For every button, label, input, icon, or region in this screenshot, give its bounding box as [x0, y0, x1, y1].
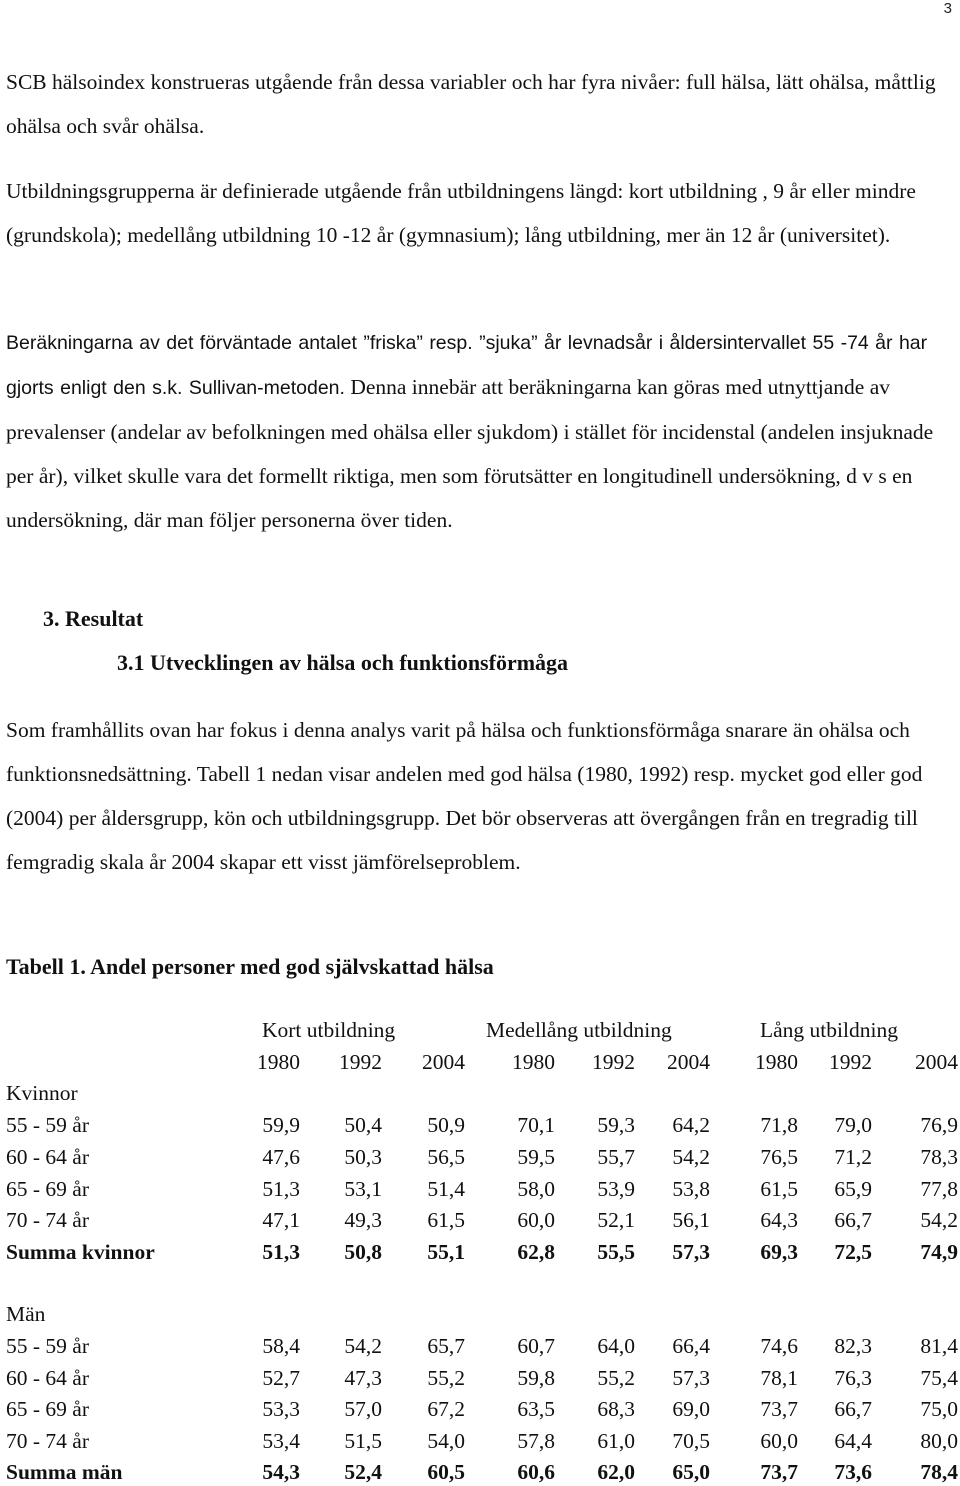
table-cell: 69,0 — [672, 1397, 710, 1421]
table-cell: 70,5 — [672, 1429, 710, 1453]
table-title: Tabell 1. Andel personer med god självskattad hälsa — [6, 954, 494, 979]
year-header: 1992 — [829, 1050, 872, 1074]
table-cell: 58,4 — [262, 1334, 300, 1358]
paragraph-sullivan-method — [6, 320, 954, 542]
sum-cell: 62,8 — [517, 1240, 555, 1264]
table-cell: 79,0 — [834, 1113, 872, 1137]
table-cell: 49,3 — [344, 1208, 382, 1232]
sum-cell: 62,0 — [597, 1460, 635, 1484]
sum-cell: 60,5 — [427, 1460, 465, 1484]
table-cell: 53,9 — [597, 1177, 635, 1201]
table-cell: 60,0 — [517, 1208, 555, 1232]
sum-cell: 65,0 — [672, 1460, 710, 1484]
table-cell: 51,3 — [262, 1177, 300, 1201]
table-cell: 77,8 — [920, 1177, 958, 1201]
table-cell: 61,0 — [597, 1429, 635, 1453]
table-cell: 52,1 — [597, 1208, 635, 1232]
table-cell: 58,0 — [517, 1177, 555, 1201]
table-cell: 52,7 — [262, 1366, 300, 1390]
sum-cell: 52,4 — [344, 1460, 382, 1484]
sum-cell: 57,3 — [672, 1240, 710, 1264]
year-header: 1992 — [592, 1050, 635, 1074]
row-label: 55 - 59 år — [6, 1113, 89, 1137]
table-cell: 78,1 — [760, 1366, 798, 1390]
section-heading-results: 3. Resultat — [43, 606, 144, 631]
table-cell: 75,0 — [920, 1397, 958, 1421]
table-cell: 80,0 — [920, 1429, 958, 1453]
table-cell: 71,8 — [760, 1113, 798, 1137]
group-header-long-education: Lång utbildning — [760, 1018, 898, 1042]
table-cell: 64,4 — [834, 1429, 872, 1453]
sum-cell: 60,6 — [517, 1460, 555, 1484]
table-cell: 64,0 — [597, 1334, 635, 1358]
group-header-short-education: Kort utbildning — [262, 1018, 396, 1042]
group-header-medium-education: Medellång utbildning — [486, 1018, 672, 1042]
sullivan-explanation-text: Denna innebär att beräkningarna kan göras med utnyttjande av prevalenser (andelar av befolkningen med ohälsa eller sjukdom) i stället för incidenstal (andelen insjuknade per år), vilket skulle vara det formellt riktiga, men som förutsätter en longitudinell undersökning, d v s en undersökning, där man följer personerna över tiden. — [6, 375, 934, 532]
table-cell: 54,2 — [920, 1208, 958, 1232]
table-cell: 54,2 — [672, 1145, 710, 1169]
paragraph-education-groups: Utbildningsgrupperna är definierade utgående från utbildningens längd: kort utbildning , 9 år eller mindre (grundskola); medellång utbildning 10 -12 år (gymnasium); lång utbildning, mer än 12 år (universitet). — [6, 179, 916, 247]
table-cell: 75,4 — [920, 1366, 958, 1390]
table-cell: 51,4 — [427, 1177, 465, 1201]
table-cell: 64,2 — [672, 1113, 710, 1137]
year-header: 1992 — [339, 1050, 382, 1074]
table-cell: 57,8 — [517, 1429, 555, 1453]
table-cell: 66,7 — [834, 1397, 872, 1421]
table-cell: 53,8 — [672, 1177, 710, 1201]
table-cell: 53,4 — [262, 1429, 300, 1453]
table-cell: 50,4 — [344, 1113, 382, 1137]
sum-cell: 50,8 — [344, 1240, 382, 1264]
year-header: 1980 — [257, 1050, 300, 1074]
page-number: 3 — [943, 0, 952, 17]
table-cell: 59,9 — [262, 1113, 300, 1137]
sum-cell: 73,6 — [834, 1460, 872, 1484]
sum-cell: 55,5 — [597, 1240, 635, 1264]
table-cell: 74,6 — [760, 1334, 798, 1358]
row-label-sum-men: Summa män — [6, 1460, 123, 1484]
table-cell: 65,7 — [427, 1334, 465, 1358]
year-header: 2004 — [667, 1050, 710, 1074]
table-cell: 64,3 — [760, 1208, 798, 1232]
table-cell: 63,5 — [517, 1397, 555, 1421]
table-cell: 82,3 — [834, 1334, 872, 1358]
sum-cell: 69,3 — [760, 1240, 798, 1264]
table-cell: 47,1 — [262, 1208, 300, 1232]
subsection-heading-health-development: 3.1 Utvecklingen av hälsa och funktionsförmåga — [117, 650, 569, 675]
sum-cell: 73,7 — [760, 1460, 798, 1484]
table-cell: 54,2 — [344, 1334, 382, 1358]
table-cell: 76,9 — [920, 1113, 958, 1137]
section-label-men: Män — [6, 1302, 46, 1326]
table-cell: 70,1 — [517, 1113, 555, 1137]
table-cell: 53,3 — [262, 1397, 300, 1421]
sum-cell: 55,1 — [427, 1240, 465, 1264]
row-label: 70 - 74 år — [6, 1429, 89, 1453]
table-cell: 57,0 — [344, 1397, 382, 1421]
table-cell: 47,3 — [344, 1366, 382, 1390]
row-label: 55 - 59 år — [6, 1334, 89, 1358]
table-cell: 50,9 — [427, 1113, 465, 1137]
table-cell: 68,3 — [597, 1397, 635, 1421]
table-cell: 53,1 — [344, 1177, 382, 1201]
table-cell: 51,5 — [344, 1429, 382, 1453]
table-cell: 66,4 — [672, 1334, 710, 1358]
table-cell: 61,5 — [760, 1177, 798, 1201]
table-cell: 59,8 — [517, 1366, 555, 1390]
paragraph-health-index: SCB hälsoindex konstrueras utgående från dessa variabler och har fyra nivåer: full hälsa, lätt ohälsa, måttlig ohälsa och svår ohälsa. — [6, 70, 936, 138]
sum-cell: 54,3 — [262, 1460, 300, 1484]
row-label: 65 - 69 år — [6, 1177, 89, 1201]
table-cell: 78,3 — [920, 1145, 958, 1169]
sum-cell: 72,5 — [834, 1240, 872, 1264]
table-cell: 76,3 — [834, 1366, 872, 1390]
table-cell: 61,5 — [427, 1208, 465, 1232]
sum-cell: 78,4 — [920, 1460, 958, 1484]
table-cell: 47,6 — [262, 1145, 300, 1169]
table-cell: 76,5 — [760, 1145, 798, 1169]
row-label: 60 - 64 år — [6, 1145, 89, 1169]
table-cell: 73,7 — [760, 1397, 798, 1421]
table-cell: 67,2 — [427, 1397, 465, 1421]
sum-cell: 74,9 — [920, 1240, 958, 1264]
table-cell: 59,5 — [517, 1145, 555, 1169]
sullivan-intro-text: Beräkningarna av det förväntade antalet ”friska” resp. ”sjuka” år levnadsår i åldersintervallet 55 -74 år har gjorts enligt den s.k. Sullivan-metoden. — [6, 332, 928, 399]
table-cell: 54,0 — [427, 1429, 465, 1453]
year-header: 2004 — [915, 1050, 958, 1074]
section-label-women: Kvinnor — [6, 1081, 78, 1105]
sum-cell: 51,3 — [262, 1240, 300, 1264]
table-cell: 56,5 — [427, 1145, 465, 1169]
year-header: 2004 — [422, 1050, 465, 1074]
row-label-sum-women: Summa kvinnor — [6, 1240, 155, 1264]
table-cell: 59,3 — [597, 1113, 635, 1137]
table-cell: 57,3 — [672, 1366, 710, 1390]
row-label: 60 - 64 år — [6, 1366, 89, 1390]
table-cell: 56,1 — [672, 1208, 710, 1232]
table-cell: 55,2 — [597, 1366, 635, 1390]
year-header: 1980 — [755, 1050, 798, 1074]
table-cell: 81,4 — [920, 1334, 958, 1358]
table-cell: 55,7 — [597, 1145, 635, 1169]
row-label: 65 - 69 år — [6, 1397, 89, 1421]
table-cell: 60,0 — [760, 1429, 798, 1453]
paragraph-focus-health: Som framhållits ovan har fokus i denna analys varit på hälsa och funktionsförmåga snarare än ohälsa och funktionsnedsättning. Tabell 1 nedan visar andelen med god hälsa (1980, 1992) resp. mycket god eller god (2004) per åldersgrupp, kön och utbildningsgrupp. Det bör observeras att övergången från en tregradig till femgradig skala år 2004 skapar ett visst jämförelseproblem. — [6, 718, 923, 874]
table-cell: 60,7 — [517, 1334, 555, 1358]
table-cell: 65,9 — [834, 1177, 872, 1201]
table-cell: 50,3 — [344, 1145, 382, 1169]
table-cell: 66,7 — [834, 1208, 872, 1232]
row-label: 70 - 74 år — [6, 1208, 89, 1232]
year-header: 1980 — [512, 1050, 555, 1074]
table-cell: 71,2 — [834, 1145, 872, 1169]
table-cell: 55,2 — [427, 1366, 465, 1390]
